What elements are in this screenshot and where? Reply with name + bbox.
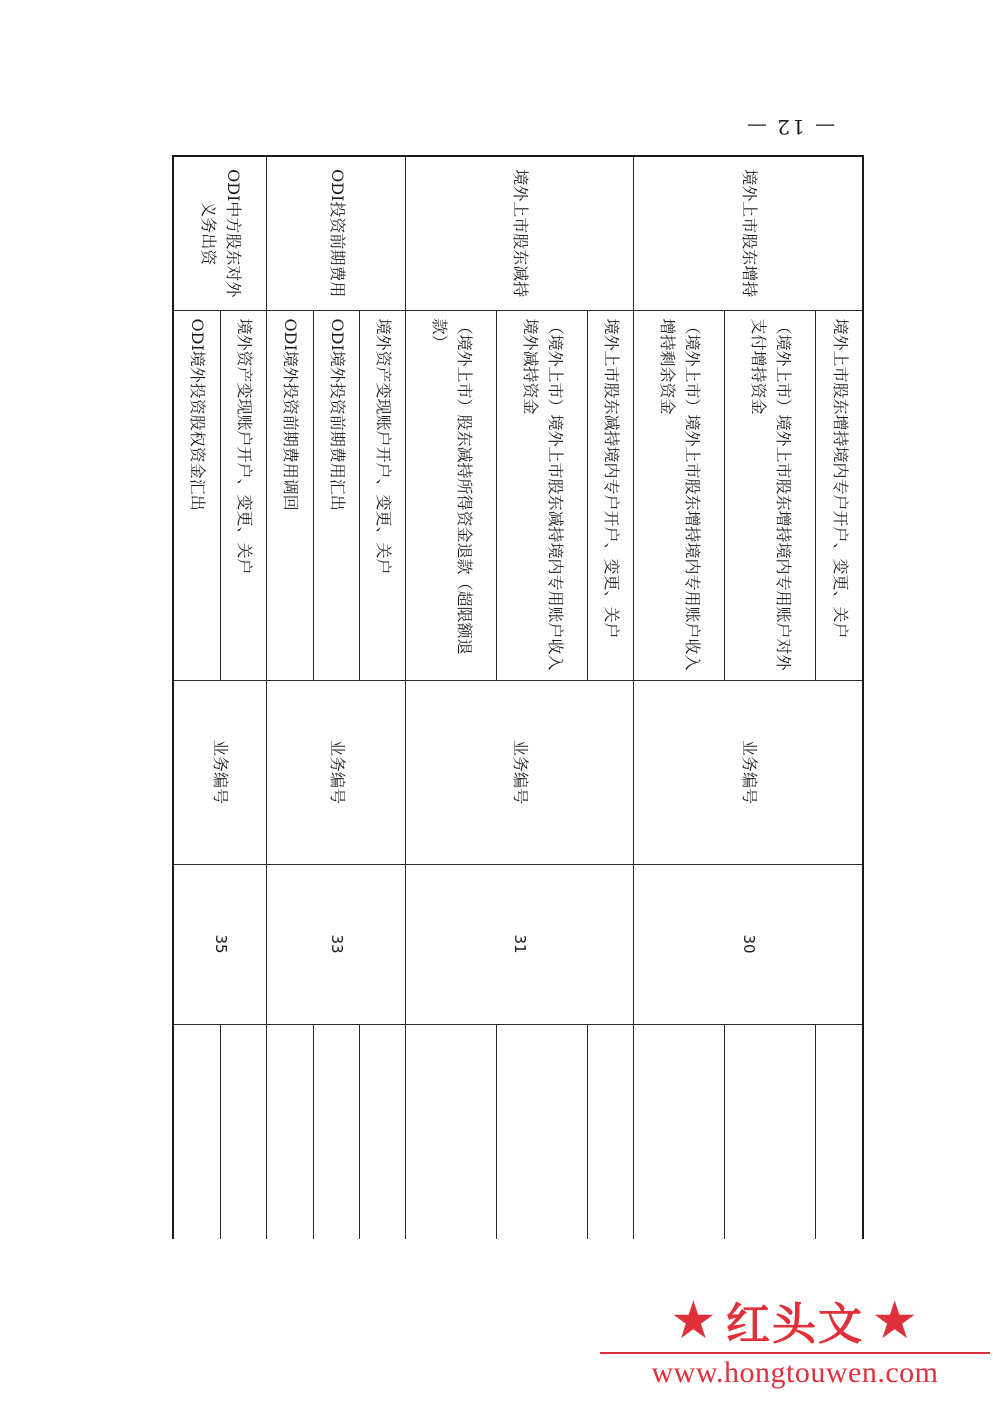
business-number-cell: 31 — [406, 864, 634, 1024]
item-cell: （境外上市）股东减持所得资金退款（超限额退款） — [406, 310, 497, 680]
watermark-divider — [600, 1352, 990, 1354]
code-label-cell: 业务编号 — [173, 680, 267, 864]
blank-cell — [725, 1024, 816, 1239]
blank-cell — [173, 1024, 220, 1239]
blank-cell — [634, 1024, 725, 1239]
business-number-cell: 30 — [634, 864, 863, 1024]
star-icon: ★ — [672, 1293, 716, 1347]
item-cell: （境外上市）境外上市股东减持境内专用账户收入境外减持资金 — [497, 310, 588, 680]
table-row — [816, 156, 863, 1239]
blank-cell — [220, 1024, 266, 1239]
item-cell: 境外上市股东减持境内专户开户、变更、关户 — [588, 310, 634, 680]
code-label-cell: 业务编号 — [634, 680, 863, 864]
star-icon: ★ — [874, 1293, 918, 1347]
page-number: — 12 — — [744, 115, 836, 139]
item-cell: 境外资产变现账户开户、变更、关户 — [359, 310, 405, 680]
item-cell: （境外上市）境外上市股东增持境内专用账户对外支付增持资金 — [725, 310, 816, 680]
code-label-cell: 业务编号 — [406, 680, 634, 864]
category-cell: 境外上市股东增持 — [634, 156, 863, 310]
business-table — [172, 155, 864, 1239]
blank-cell — [359, 1024, 405, 1239]
blank-cell — [313, 1024, 359, 1239]
table-row — [588, 156, 634, 1239]
blank-cell — [816, 1024, 863, 1239]
blank-cell — [267, 1024, 313, 1239]
item-cell: ODI境外投资前期费用汇出 — [313, 310, 359, 680]
item-cell: ODI境外投资前期费用调回 — [267, 310, 313, 680]
item-cell: 境外资产变现账户开户、变更、关户 — [220, 310, 266, 680]
item-cell: ODI境外投资股权资金汇出 — [173, 310, 220, 680]
blank-cell — [406, 1024, 497, 1239]
table-row — [220, 156, 266, 1239]
watermark-title — [600, 1290, 990, 1350]
category-cell: 境外上市股东减持 — [406, 156, 634, 310]
category-cell: ODI中方股东对外义务出资 — [173, 156, 267, 310]
business-number-cell: 33 — [267, 864, 406, 1024]
item-cell: （境外上市）境外上市股东增持境内专用账户收入增持剩余资金 — [634, 310, 725, 680]
code-label-cell: 业务编号 — [267, 680, 406, 864]
blank-cell — [588, 1024, 634, 1239]
watermark — [600, 1290, 990, 1400]
table-row — [359, 156, 405, 1239]
business-table-frame — [172, 155, 864, 1239]
watermark-url: www.hongtouwen.com — [651, 1356, 939, 1389]
item-cell: 境外上市股东增持境内专户开户、变更、关户 — [816, 310, 863, 680]
blank-cell — [497, 1024, 588, 1239]
business-table-rotator — [172, 155, 864, 1239]
business-number-cell: 35 — [173, 864, 267, 1024]
category-cell: ODI投资前期费用 — [267, 156, 406, 310]
watermark-title-text: 红头文 — [726, 1299, 864, 1350]
